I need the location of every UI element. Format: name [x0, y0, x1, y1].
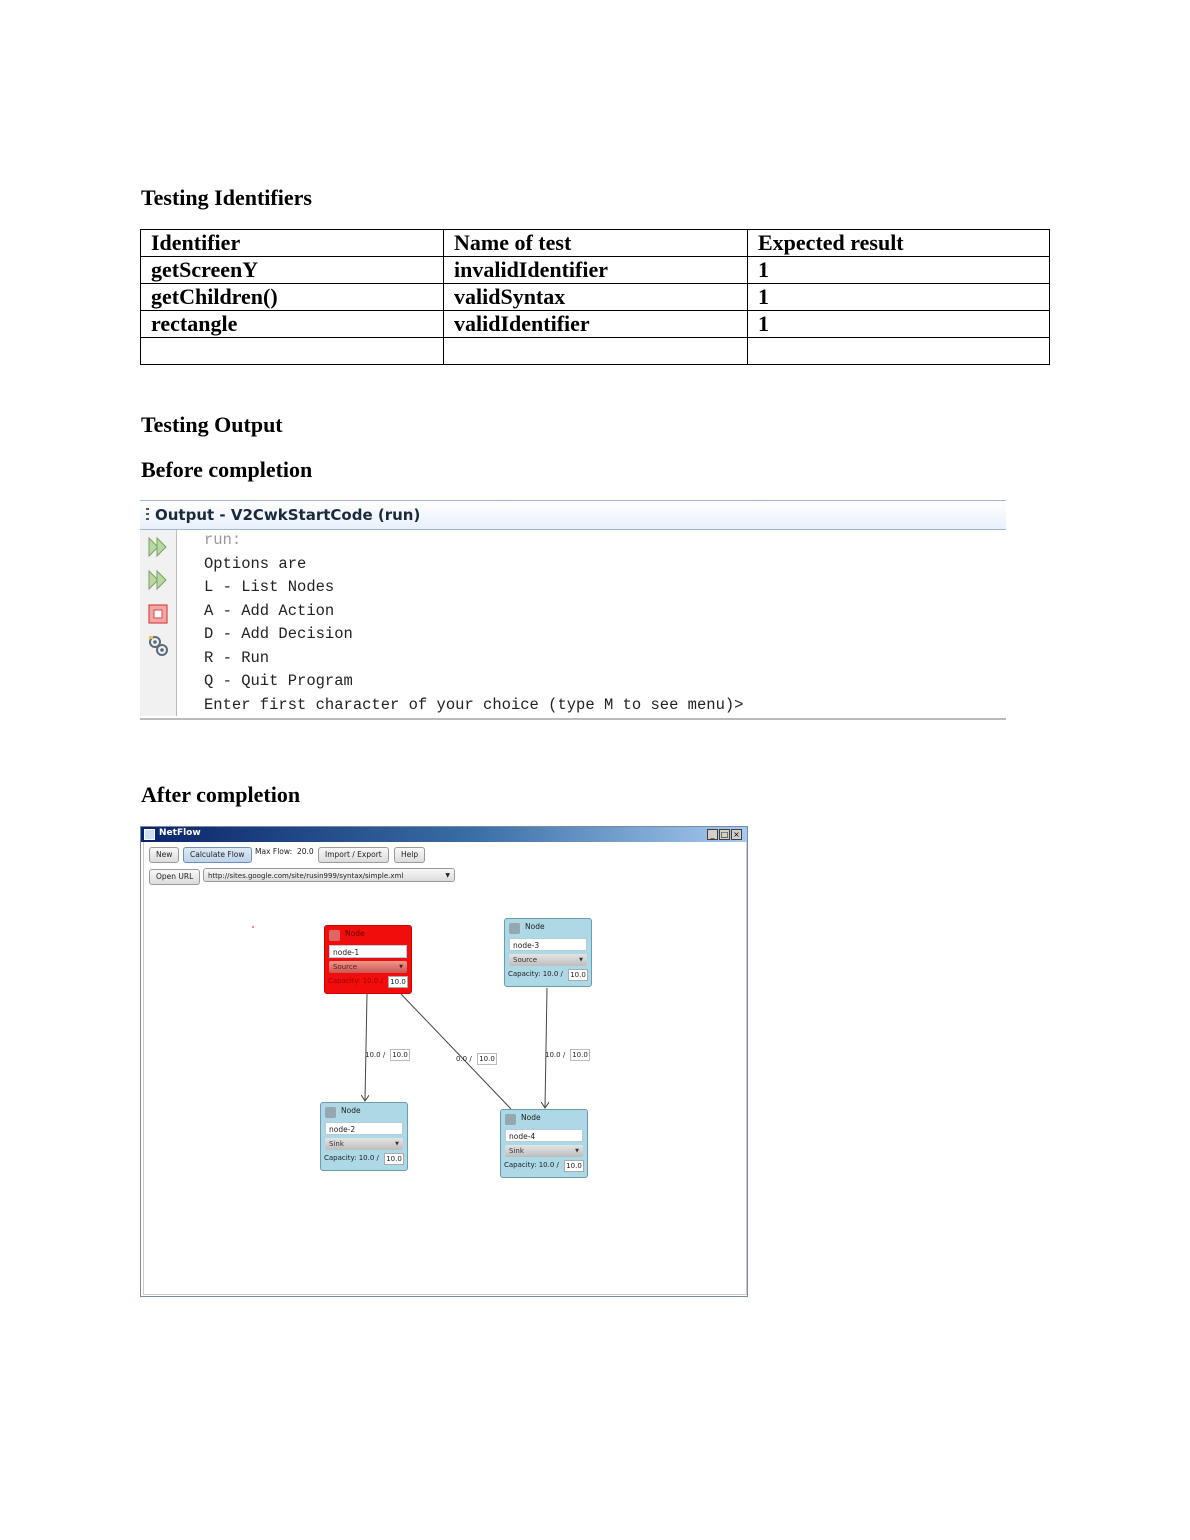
node-capacity-label: Capacity: 10.0 / [504, 1161, 559, 1169]
output-title: Output - V2CwkStartCode (run) [155, 506, 421, 524]
node-icon [329, 930, 340, 941]
edge-node-3-node-4[interactable] [545, 988, 547, 1108]
node-header: Node [525, 922, 545, 931]
table-row [141, 311, 1050, 338]
node-name-field[interactable]: node-4 [505, 1129, 583, 1142]
netflow-window [140, 826, 748, 1297]
console-line: Enter first character of your choice (type M to see menu)> [204, 695, 744, 714]
rerun-with-options-icon[interactable] [146, 568, 170, 592]
edge-node-1-node-2[interactable] [365, 994, 367, 1101]
output-console-text[interactable] [204, 529, 744, 717]
stop-icon[interactable] [146, 602, 170, 626]
flow-graph-canvas [141, 827, 747, 1296]
table-row [141, 284, 1050, 311]
node-capacity-field[interactable]: 10.0 [564, 1160, 584, 1172]
maximize-icon[interactable]: □ [720, 830, 729, 839]
node-header: Node [521, 1113, 541, 1122]
node-name-field[interactable]: node-3 [509, 938, 587, 951]
node-icon [325, 1107, 336, 1118]
output-toolbar [140, 530, 177, 716]
close-icon[interactable]: × [731, 829, 742, 840]
node-type-select[interactable]: Sink ▼ [325, 1138, 403, 1150]
max-flow-label: Max Flow: [255, 847, 293, 856]
console-line: A - Add Action [204, 601, 335, 620]
rerun-icon[interactable] [146, 535, 170, 559]
console-line: Options are [204, 554, 307, 573]
table-cell: rectangle [141, 311, 444, 338]
help-button[interactable]: Help [394, 847, 425, 863]
drag-grip-icon[interactable] [146, 508, 149, 523]
edge-node-1-node-4[interactable] [401, 994, 511, 1109]
settings-icon[interactable] [146, 634, 170, 658]
node-card-node-3[interactable] [504, 918, 592, 987]
heading-before-completion: Before completion [141, 457, 313, 482]
chevron-down-icon: ▼ [579, 957, 583, 963]
table-cell: 1 [748, 257, 1050, 284]
console-line: Q - Quit Program [204, 672, 353, 690]
import-export-button[interactable]: Import / Export [318, 847, 389, 863]
table-cell: 1 [748, 311, 1050, 338]
heading-testing-identifiers: Testing Identifiers [141, 185, 312, 210]
identifiers-table [140, 229, 1050, 365]
heading-testing-output: Testing Output [141, 412, 283, 437]
edge-flow-label: 10.0 / [545, 1051, 566, 1059]
table-cell: getScreenY [141, 257, 444, 284]
table-cell [444, 338, 748, 365]
node-header: Node [341, 1106, 361, 1115]
window-title: NetFlow [159, 828, 201, 838]
table-row [141, 257, 1050, 284]
node-capacity-field[interactable]: 10.0 [384, 1153, 404, 1165]
node-capacity-label: Capacity: 10.0 / [324, 1154, 379, 1162]
node-type-select[interactable]: Source ▼ [329, 961, 407, 973]
edge-capacity-field[interactable]: 10.0 [477, 1053, 497, 1065]
node-name-field[interactable]: node-2 [325, 1122, 403, 1135]
table-header-row [141, 230, 1050, 257]
minimize-icon[interactable]: _ [707, 829, 718, 840]
edge-flow-label: 10.0 / [365, 1051, 386, 1059]
table-header-cell: Identifier [141, 230, 444, 257]
chevron-down-icon: ▼ [445, 872, 450, 879]
node-capacity-label: Capacity: 10.0 / [328, 977, 383, 985]
node-type-select[interactable]: Sink ▼ [505, 1145, 583, 1157]
node-type-select[interactable]: Source ▼ [509, 954, 587, 966]
stray-dot [252, 926, 254, 928]
output-panel [140, 500, 1006, 720]
node-capacity-field[interactable]: 10.0 [388, 976, 408, 988]
table-cell: 1 [748, 284, 1050, 311]
console-line: D - Add Decision [204, 625, 353, 643]
heading-after-completion: After completion [141, 782, 301, 807]
table-header-cell: Expected result [748, 230, 1050, 257]
table-cell: invalidIdentifier [444, 257, 748, 284]
node-name-field[interactable]: node-1 [329, 945, 407, 958]
table-cell: validIdentifier [444, 311, 748, 338]
max-flow-value: 20.0 [297, 847, 314, 856]
table-row [141, 338, 1050, 365]
chevron-down-icon: ▼ [399, 964, 403, 970]
chevron-down-icon: ▼ [395, 1141, 399, 1147]
node-card-node-2[interactable] [320, 1102, 408, 1171]
open-url-button[interactable]: Open URL [149, 869, 200, 885]
node-header: Node [345, 929, 365, 938]
edge-capacity-field[interactable]: 10.0 [570, 1049, 590, 1061]
table-cell [748, 338, 1050, 365]
node-card-node-1[interactable] [324, 925, 412, 994]
table-cell: getChildren() [141, 284, 444, 311]
table-cell [141, 338, 444, 365]
table-cell: validSyntax [444, 284, 748, 311]
new-button[interactable]: New [149, 847, 179, 863]
edge-flow-label: 0.0 / [456, 1055, 472, 1063]
calculate-flow-button[interactable]: Calculate Flow [183, 847, 252, 863]
node-icon [505, 1114, 516, 1125]
console-line: R - Run [204, 648, 270, 667]
node-icon [509, 923, 520, 934]
console-line: run: [204, 531, 242, 549]
table-header-cell: Name of test [444, 230, 748, 257]
edge-capacity-field[interactable]: 10.0 [390, 1049, 410, 1061]
node-capacity-label: Capacity: 10.0 / [508, 970, 563, 978]
url-select-value: http://sites.google.com/site/rusin999/syntax/simple.xml [208, 872, 404, 880]
console-line: L - List Nodes [204, 578, 335, 596]
node-card-node-4[interactable] [500, 1109, 588, 1178]
chevron-down-icon: ▼ [575, 1148, 579, 1154]
output-titlebar [140, 501, 1006, 530]
node-capacity-field[interactable]: 10.0 [568, 969, 588, 981]
